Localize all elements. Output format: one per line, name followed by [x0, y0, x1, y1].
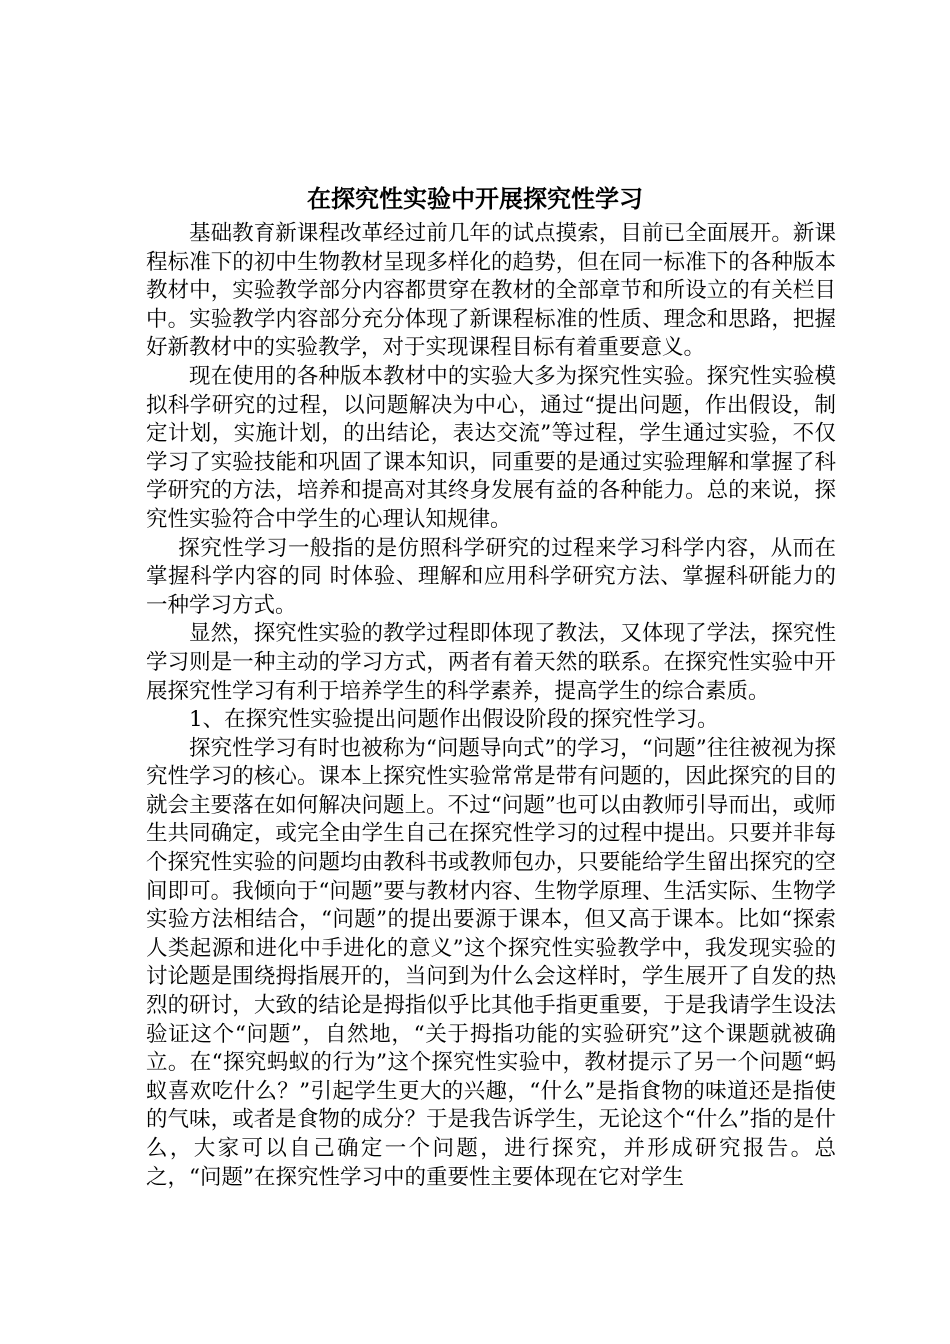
section-heading: 1、在探究性实验提出问题作出假设阶段的探究性学习。 [189, 707, 719, 733]
document-title: 在探究性实验中开展探究性学习 [307, 184, 643, 213]
paragraph: 基础教育新课程改革经过前几年的试点摸索，目前已全面展开。新课程标准下的初中生物教材呈现多样化的趋势，但在同一标准下的各种版本教材中，实验教学部分内容都贯穿在教材的全部章节和所设立的有关栏目中。实验教学内容部分充分体现了新课程标准的性质、理念和思路，把握好新教材中的实验教学，对于实现课程目标有着重要意义。 [146, 221, 836, 361]
document-body [146, 220, 836, 1192]
paragraph: 探究性学习一般指的是仿照科学研究的过程来学习科学内容，从而在掌握科学内容的同 时体验、理解和应用科学研究方法、掌握科研能力的一种学习方式。 [146, 535, 836, 618]
paragraph: 现在使用的各种版本教材中的实验大多为探究性实验。探究性实验模拟科学研究的过程，以问题解决为中心，通过“提出问题，作出假设，制定计划，实施计划，的出结论，表达交流”等过程，学生通过实验，不仅学习了实验技能和巩固了课本知识，同重要的是通过实验理解和掌握了科学研究的方法，培养和提高对其终身发展有益的各种能力。总的来说，探究性实验符合中学生的心理认知规律。 [146, 363, 836, 532]
paragraph: 探究性学习有时也被称为“问题导向式”的学习，“问题”往往被视为探究性学习的核心。课本上探究性实验常常是带有问题的，因此探究的目的就会主要落在如何解决问题上。不过“问题”也可以由教师引导而出，或师生共同确定，或完全由学生自己在探究性学习的过程中提出。只要并非每个探究性实验的问题均由教科书或教师包办，只要能给学生留出探究的空间即可。我倾向于“问题”要与教材内容、生物学原理、生活实际、生物学实验方法相结合，“问题”的提出要源于课本，但又高于课本。比如“探索人类起源和进化中手进化的意义”这个探究性实验教学中，我发现实验的讨论题是围绕拇指展开的，当问到为什么会这样时，学生展开了自发的热烈的研讨，大致的结论是拇指似乎比其他手指更重要，于是我请学生设法验证这个“问题”，自然地，“关于拇指功能的实验研究”这个课题就被确立。在“探究蚂蚁的行为”这个探究性实验中，教材提示了另一个问题“蚂蚁喜欢吃什么？”引起学生更大的兴趣，“什么”是指食物的味道还是指使的气味，或者是食物的成分？于是我告诉学生，无论这个“什么”指的是什么，大家可以自己确定一个问题，进行探究，并形成研究报告。总之，“问题”在探究性学习中的重要性主要体现在它对学生 [146, 735, 837, 1190]
paragraph: 显然，探究性实验的教学过程即体现了教法，又体现了学法，探究性学习则是一种主动的学习方式，两者有着天然的联系。在探究性实验中开展探究性学习有利于培养学生的科学素养，提高学生的综合素质。 [146, 621, 836, 704]
